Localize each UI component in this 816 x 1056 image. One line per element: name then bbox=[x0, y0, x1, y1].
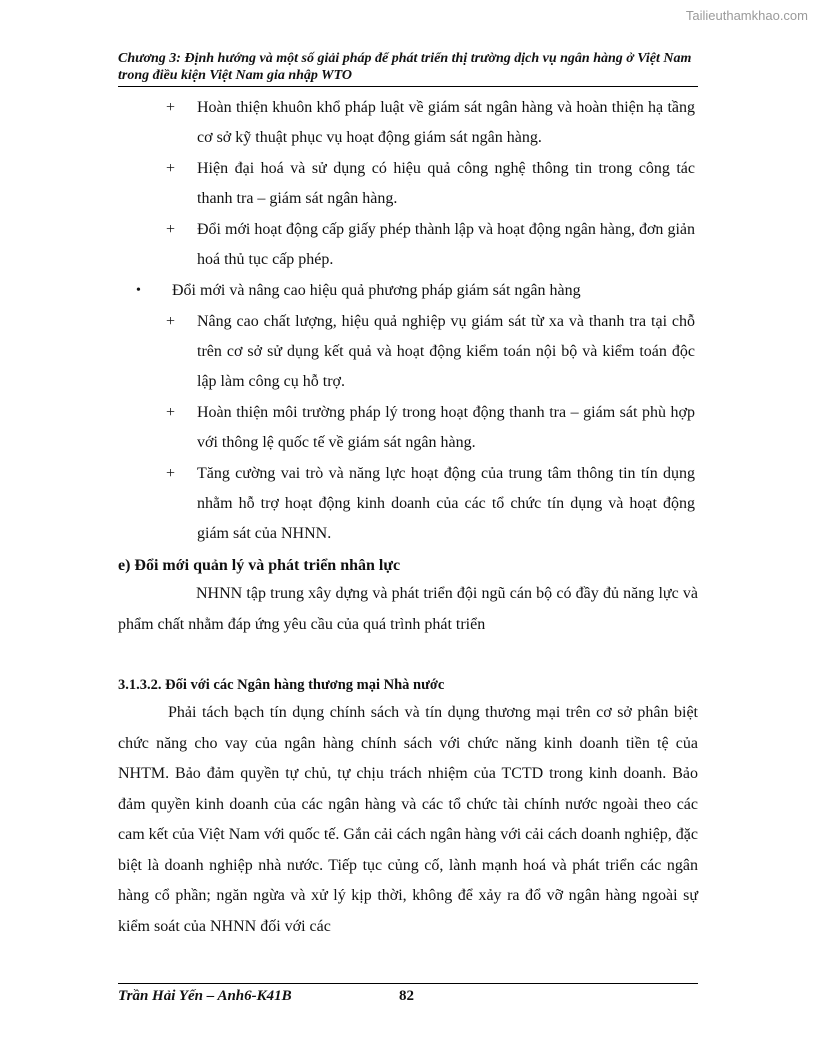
page-number: 82 bbox=[399, 988, 414, 1004]
list-item-text: Hoàn thiện khuôn khổ pháp luật về giám sát ngân hàng và hoàn thiện hạ tầng cơ sở kỹ thuật phục vụ hoạt động giám sát ngân hàng. bbox=[197, 99, 695, 146]
plus-marker: + bbox=[166, 99, 176, 116]
plus-marker: + bbox=[166, 313, 176, 330]
section-3132-heading: 3.1.3.2. Đối với các Ngân hàng thương mại Nhà nước bbox=[118, 677, 445, 693]
bullet-marker: • bbox=[136, 283, 141, 298]
plus-marker: + bbox=[166, 404, 176, 421]
plus-marker: + bbox=[166, 221, 176, 238]
header-divider bbox=[118, 86, 698, 87]
plus-marker: + bbox=[166, 160, 176, 177]
footer-author: Trần Hải Yến – Anh6-K41B bbox=[118, 988, 292, 1004]
bullet-item-text: Đổi mới và nâng cao hiệu quả phương pháp giám sát ngân hàng bbox=[172, 282, 581, 299]
section-3132-paragraph: Phải tách bạch tín dụng chính sách và tín dụng thương mại trên cơ sở phân biệt chức năng cho vay của ngân hàng chính sách với chức năng kinh doanh tiền tệ của NHTM. Bảo đảm quyền tự chủ, tự chịu trách nhiệm của TCTD trong kinh doanh. Bảo đảm quyền kinh doanh của các ngân hàng và các tổ chức tài chính nước ngoài theo các cam kết của Việt Nam với quốc tế. Gắn cải cách ngân hàng với cải cách doanh nghiệp, đặc biệt là doanh nghiệp nhà nước. Tiếp tục củng cố, lành mạnh hoá và phát triển các ngân hàng cổ phần; ngăn ngừa và xử lý kịp thời, không để xảy ra đổ vỡ ngân hàng ngoài sự kiểm soát của NHNN đối với các bbox=[118, 704, 698, 935]
list-item-text: Đổi mới hoạt động cấp giấy phép thành lập và hoạt động ngân hàng, đơn giản hoá thủ tục cấp phép. bbox=[197, 221, 695, 268]
section-e-paragraph: NHNN tập trung xây dựng và phát triển đội ngũ cán bộ có đầy đủ năng lực và phẩm chất nhằm đáp ứng yêu cầu của quá trình phát triển bbox=[118, 585, 698, 633]
list-item-text: Hoàn thiện môi trường pháp lý trong hoạt động thanh tra – giám sát phù hợp với thông lệ quốc tế về giám sát ngân hàng. bbox=[197, 404, 695, 451]
list-item-text: Hiện đại hoá và sử dụng có hiệu quả công nghệ thông tin trong công tác thanh tra – giám sát ngân hàng. bbox=[197, 160, 695, 207]
list-item-text: Nâng cao chất lượng, hiệu quả nghiệp vụ giám sát từ xa và thanh tra tại chỗ trên cơ sở sử dụng kết quả và hoạt động kiểm toán nội bộ và kiểm toán độc lập làm công cụ hỗ trợ. bbox=[197, 313, 695, 390]
watermark: Tailieuthamkhao.com bbox=[685, 8, 808, 23]
chapter-header: Chương 3: Định hướng và một số giải pháp để phát triển thị trường dịch vụ ngân hàng ở Việt Nam trong điều kiện Việt Nam gia nhập WTO bbox=[118, 51, 692, 83]
footer-divider bbox=[118, 983, 698, 984]
plus-marker: + bbox=[166, 465, 176, 482]
section-e-heading: e) Đổi mới quản lý và phát triển nhân lực bbox=[118, 557, 401, 574]
list-item-text: Tăng cường vai trò và năng lực hoạt động của trung tâm thông tin tín dụng nhằm hỗ trợ hoạt động kinh doanh của các tổ chức tín dụng và hoạt động giám sát của NHNN. bbox=[197, 465, 695, 542]
